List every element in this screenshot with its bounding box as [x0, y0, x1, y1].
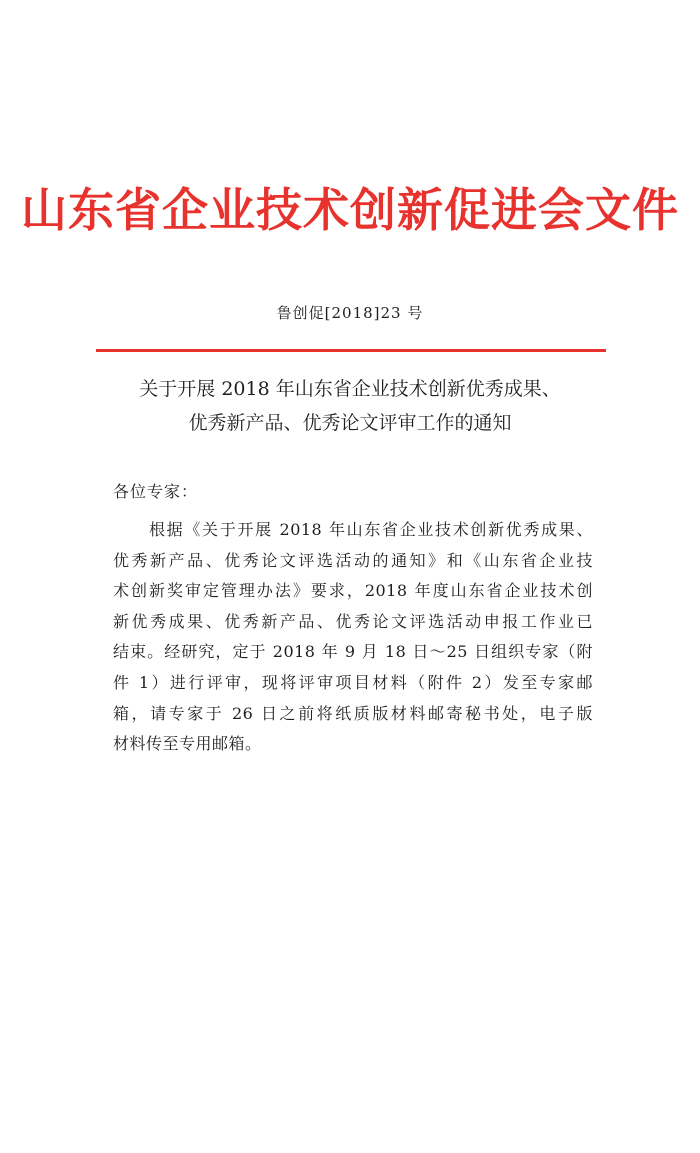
body-line: 新优秀成果、优秀新产品、优秀论文评选活动申报工作业已: [113, 611, 593, 631]
red-header-title: 山东省企业技术创新促进会文件: [21, 183, 679, 237]
notice-title: [0, 372, 700, 440]
body-line: 材料传至专用邮箱。: [113, 734, 262, 754]
notice-title-line-2: 优秀新产品、优秀论文评审工作的通知: [188, 412, 512, 434]
salutation: 各位专家：: [113, 482, 199, 501]
body-line: 术创新奖审定管理办法》要求，2018 年度山东省企业技术创: [113, 581, 593, 601]
body-line: 箱，请专家于 26 日之前将纸质版材料邮寄秘书处，电子版: [113, 703, 593, 723]
body-text: [113, 515, 593, 760]
document-number: 鲁创促[2018]23 号: [276, 304, 424, 322]
red-divider-line: [96, 349, 606, 352]
body-line: 根据《关于开展 2018 年山东省企业技术创新优秀成果、: [149, 520, 593, 539]
body-line: 件 1）进行评审，现将评审项目材料（附件 2）发至专家邮: [113, 672, 593, 692]
body-line: 结束。经研究，定于 2018 年 9 月 18 日～25 日组织专家（附: [113, 642, 593, 662]
notice-title-line-1: 关于开展 2018 年山东省企业技术创新优秀成果、: [139, 378, 561, 400]
body-line: 优秀新产品、优秀论文评选活动的通知》和《山东省企业技: [113, 550, 593, 570]
